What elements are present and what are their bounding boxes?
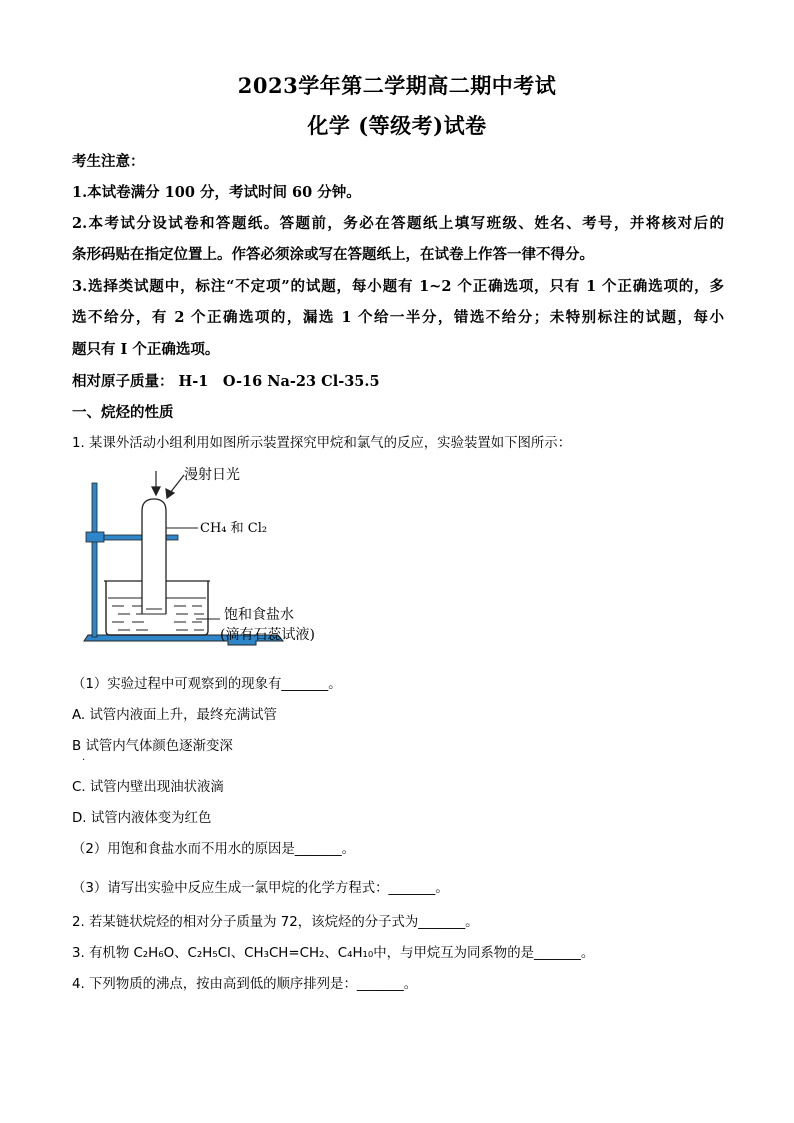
notice-item-3-line-1: 3.选择类试题中，标注“不定项”的试题，每小题有 1~2 个正确选项，只有 1 个正确选项的，多 (72, 278, 724, 295)
exam-title: 2023学年第二学期高二期中考试 (237, 73, 557, 98)
option-b: B 试管内气体颜色逐渐变深 (72, 739, 233, 754)
notice-item-2-line-2: 条形码贴在指定位置上。作答必须涂或写在答题纸上，在试卷上作答一律不得分。 (72, 246, 594, 263)
clamp-arm (104, 535, 178, 540)
option-a: A. 试管内液面上升，最终充满试管 (72, 708, 277, 723)
notice-item-1: 1.本试卷满分 100 分，考试时间 60 分钟。 (72, 184, 361, 201)
test-tube (142, 499, 166, 614)
question-1-2: （2）用饱和食盐水而不用水的原因是_______。 (72, 842, 356, 857)
atomic-mass-line: 相对原子质量： H-1 O-16 Na-23 Cl-35.5 (72, 373, 380, 390)
label-diffuse-sunlight: 漫射日光 (184, 467, 240, 483)
notice-item-3-line-3: 题只有 I 个正确选项。 (72, 341, 220, 358)
question-4: 4. 下列物质的沸点，按由高到低的顺序排列是：_______。 (72, 977, 418, 992)
notice-item-2-line-1: 2.本考试分设试卷和答题纸。答题前，务必在答题纸上填写班级、姓名、考号，并将核对后的 (72, 215, 724, 232)
question-1-3: （3）请写出实验中反应生成一氯甲烷的化学方程式：_______。 (72, 881, 449, 896)
sunlight-arrows-icon (152, 471, 184, 498)
stand-rod (92, 483, 97, 637)
question-1-stem: 1. 某课外活动小组利用如图所示装置探究甲烷和氯气的反应，实验装置如下图所示： (72, 436, 572, 451)
question-2: 2. 若某链状烷烃的相对分子质量为 72，该烷烃的分子式为_______。 (72, 915, 479, 930)
exam-subtitle: 化学 (等级考)试卷 (307, 113, 487, 138)
notice-heading: 考生注意： (72, 153, 145, 170)
label-litmus-note: (滴有石蕊试液) (220, 627, 315, 643)
question-3: 3. 有机物 C₂H₆O、C₂H₅Cl、CH₃CH=CH₂、C₄H₁₀中，与甲烷互为同系物的是_______。 (72, 946, 595, 961)
question-1-1: （1）实验过程中可观察到的现象有_______。 (72, 677, 342, 692)
clamp-boss (86, 532, 104, 542)
option-d: D. 试管内液体变为红色 (72, 811, 212, 826)
label-gas: CH₄ 和 Cl₂ (200, 521, 268, 536)
notice-item-3-line-2: 选不给分，有 2 个正确选项的，漏选 1 个给一半分，错选不给分；未特别标注的试题，每小 (72, 309, 724, 326)
label-saturated-brine: 饱和食盐水 (224, 607, 294, 623)
stray-dot: . (82, 752, 86, 763)
experiment-apparatus-figure (78, 459, 350, 657)
section-heading: 一、烷烃的性质 (72, 404, 174, 421)
option-c: C. 试管内壁出现油状液滴 (72, 780, 224, 795)
